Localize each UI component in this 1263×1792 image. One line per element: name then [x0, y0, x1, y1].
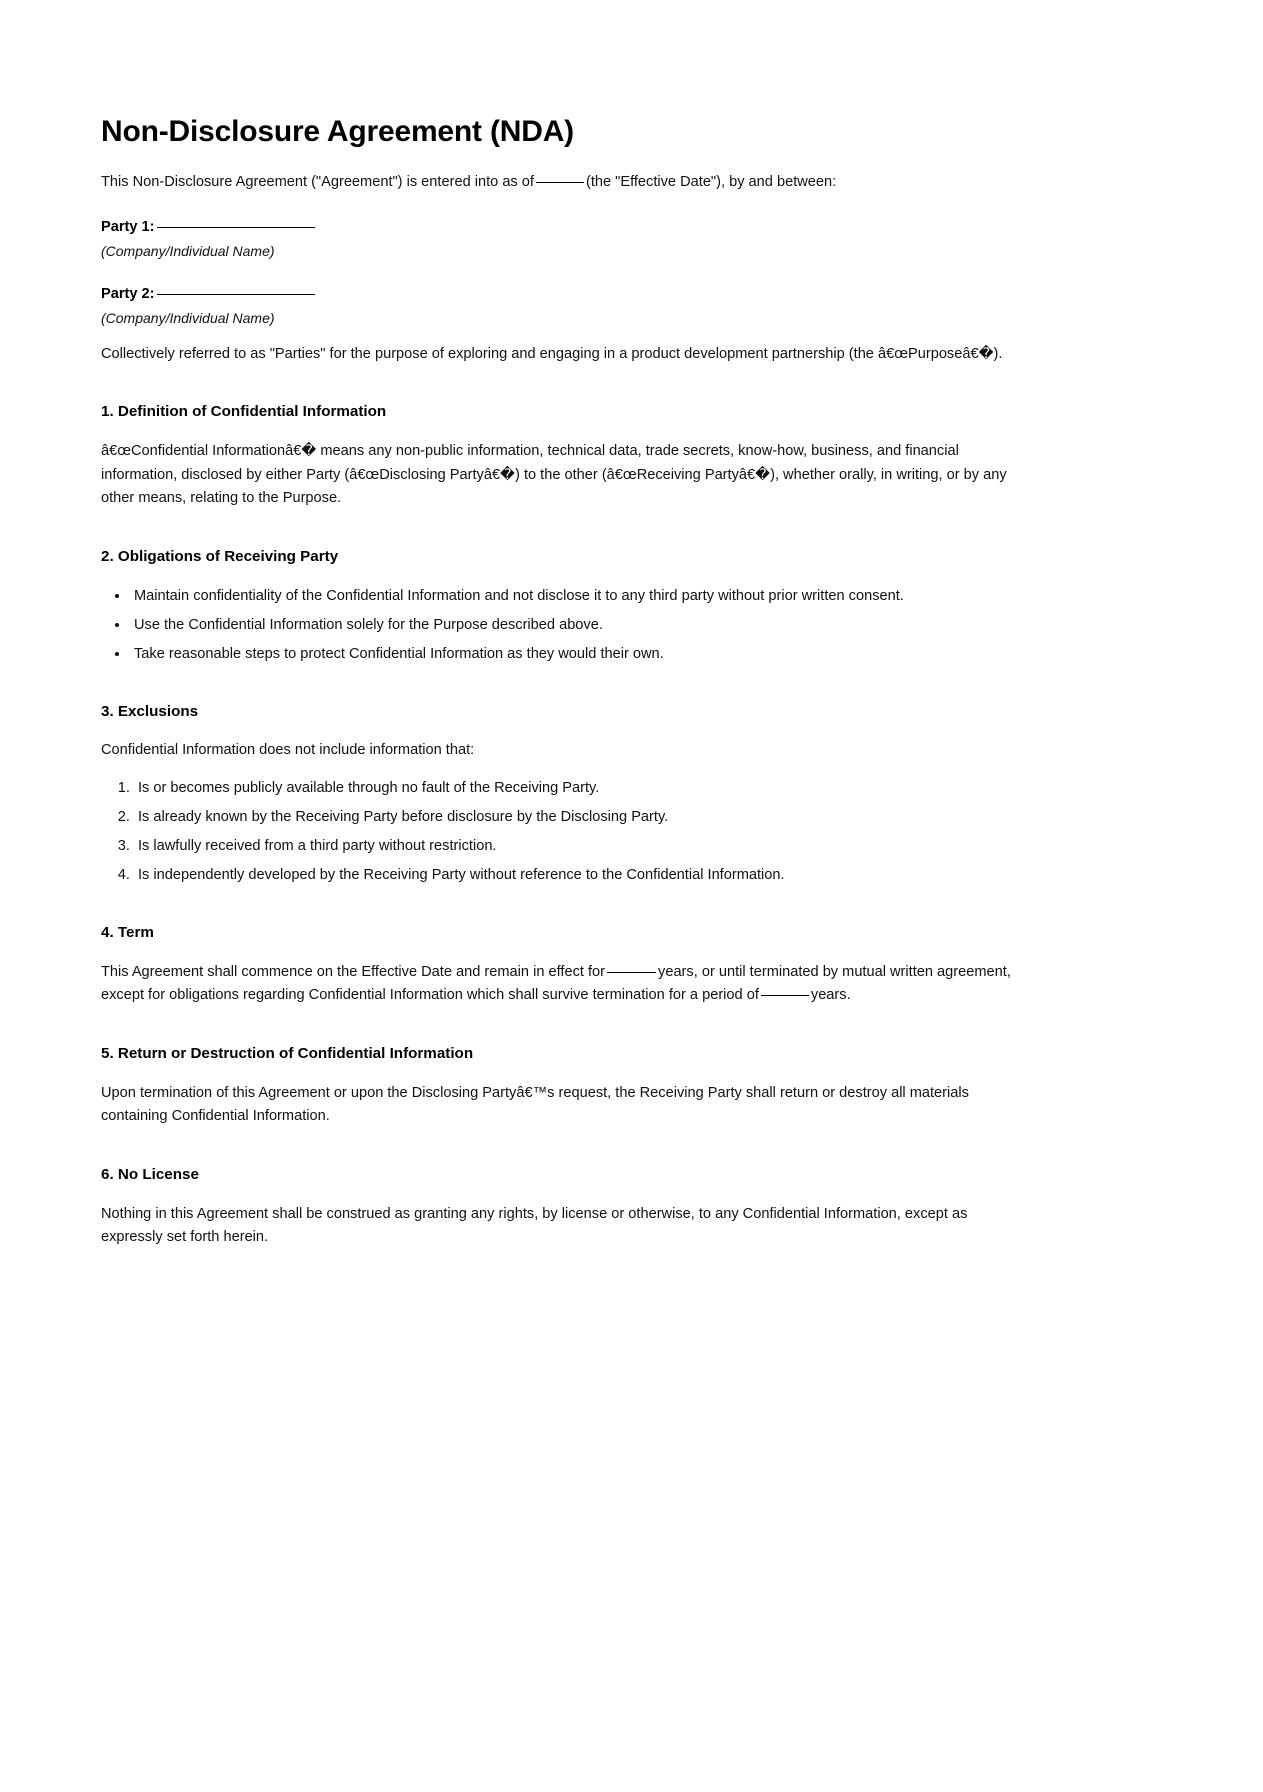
section-heading-2: 2. Obligations of Receiving Party	[101, 548, 339, 566]
survival-years-blank[interactable]	[761, 995, 809, 996]
party-1-line	[101, 217, 1027, 239]
collective-paragraph: Collectively referred to as "Parties" for the purpose of exploring and engaging in a product development partnership (the â€œPurposeâ€�).	[101, 345, 1003, 362]
list-item: 4. Is independently developed by the Receiving Party without reference to the Confidential Information.	[134, 864, 1027, 887]
list-item: • Maintain confidentiality of the Confidential Information and not disclose it to any third party without prior written consent.	[130, 585, 1027, 608]
section-body-6: Nothing in this Agreement shall be construed as granting any rights, by license or otherwise, to any Confidential Information, except as expressly set forth herein.	[101, 1205, 968, 1246]
section-heading-4: 4. Term	[101, 924, 154, 942]
term-paragraph	[101, 961, 1027, 1008]
party-2-line	[101, 284, 1027, 306]
term-text-part-3: years.	[810, 987, 851, 1004]
intro-paragraph	[101, 171, 1027, 195]
section-body-5: Upon termination of this Agreement or upon the Disclosing Partyâ€™s request, the Receiving Party shall return or destroy all materials containing Confidential Information.	[101, 1084, 969, 1125]
list-item: 1. Is or becomes publicly available through no fault of the Receiving Party.	[134, 777, 1027, 800]
page-title: Non-Disclosure Agreement (NDA)	[101, 115, 574, 148]
obligations-list	[101, 585, 1027, 666]
effective-date-blank[interactable]	[536, 182, 584, 183]
section-heading-1: 1. Definition of Confidential Information	[101, 403, 387, 421]
exclusions-lead: Confidential Information does not include information that:	[101, 742, 475, 759]
party-2-label: Party 2:	[101, 285, 155, 302]
party-1-label: Party 1:	[101, 219, 155, 236]
party-2-blank[interactable]	[157, 294, 315, 295]
section-heading-6: 6. No License	[101, 1166, 199, 1184]
intro-text-after-blank: (the "Effective Date"), by and between:	[585, 174, 837, 191]
party-1-caption: (Company/Individual Name)	[101, 242, 275, 259]
document-body	[101, 114, 1027, 1250]
term-text-part-2: years, or until terminated by mutual written agreement, except for obligations regarding Confidential Information which shall survive termination for a period of	[101, 963, 1011, 1004]
section-heading-5: 5. Return or Destruction of Confidential Information	[101, 1045, 474, 1063]
intro-text-before-blank: This Non-Disclosure Agreement ("Agreement") is entered into as of	[101, 174, 534, 191]
section-heading-3: 3. Exclusions	[101, 702, 199, 720]
party-2-caption: (Company/Individual Name)	[101, 309, 275, 326]
list-item: 3. Is lawfully received from a third party without restriction.	[134, 835, 1027, 858]
term-text-part-1: This Agreement shall commence on the Effective Date and remain in effect for	[101, 963, 606, 980]
term-years-blank[interactable]	[607, 972, 656, 973]
section-body-1: â€œConfidential Informationâ€� means any non-public information, technical data, trade secrets, know-how, business, and financial information, disclosed by either Party (â€œDisclosing Partyâ€�) to the other (â€œReceiving Partyâ€�), whether orally, in writing, or by any other means, relating to the Purpose.	[101, 443, 1007, 507]
list-item: • Use the Confidential Information solely for the Purpose described above.	[130, 614, 1027, 637]
spacer	[101, 329, 1027, 343]
exclusions-list	[101, 777, 1027, 887]
party-1-blank[interactable]	[157, 227, 315, 228]
list-item: • Take reasonable steps to protect Confidential Information as they would their own.	[130, 643, 1027, 666]
list-item: 2. Is already known by the Receiving Party before disclosure by the Disclosing Party.	[134, 806, 1027, 829]
